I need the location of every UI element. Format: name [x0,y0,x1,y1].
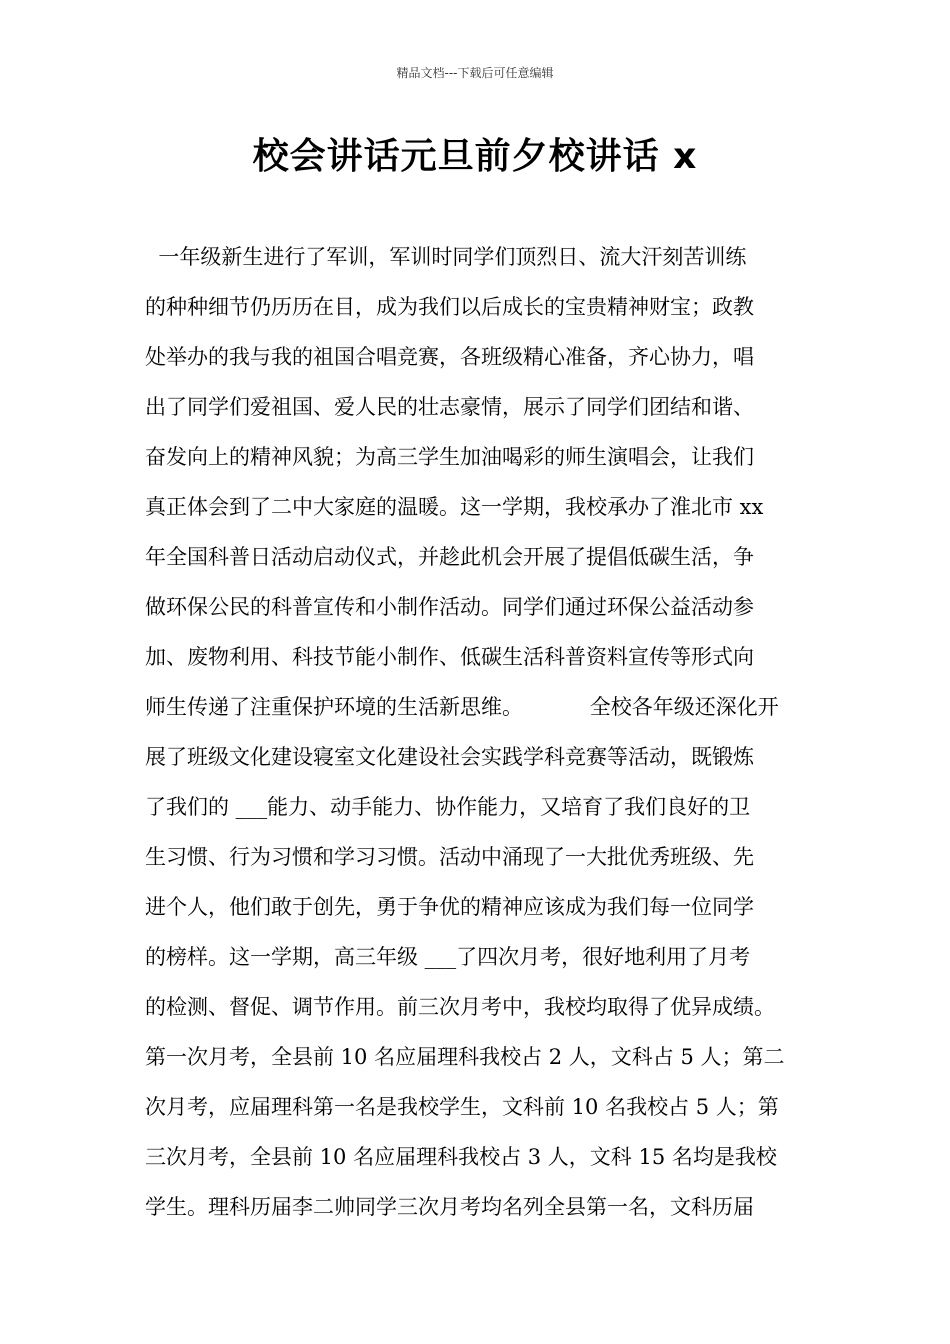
body-line: 师生传递了注重保护环境的生活新思维。 全校各年级还深化开 [145,695,779,719]
body-line: 进个人，他们敢于创先，勇于争优的精神应该成为我们每一位同学 [145,895,754,919]
body-line: 学生。理科历届李二帅同学三次月考均名列全县第一名，文科历届 [145,1195,754,1219]
body-line: 处举办的我与我的祖国合唱竞赛，各班级精心准备，齐心协力，唱 [145,345,754,369]
body-line: 的榜样。这一学期，高三年级 ___了四次月考，很好地利用了月考 [145,945,751,969]
document-title: 校会讲话元旦前夕校讲话 x [252,136,698,177]
body-line: 展了班级文化建设寝室文化建设社会实践学科竞赛等活动，既锻炼 [145,745,754,769]
body-line: 加、废物利用、科技节能小制作、低碳生活科普资料宣传等形式向 [145,645,754,669]
body-line: 一年级新生进行了军训，军训时同学们顶烈日、流大汗刻苦训练 [145,245,747,269]
body-line: 生习惯、行为习惯和学习习惯。活动中涌现了一大批优秀班级、先 [145,845,754,869]
document-body [145,232,810,1232]
document-header-note: 精品文档---下载后可任意编辑 [396,66,554,80]
body-line: 做环保公民的科普宣传和小制作活动。同学们通过环保公益活动参 [145,595,754,619]
body-line: 三次月考，全县前 10 名应届理科我校占 3 人，文科 15 名均是我校 [145,1145,777,1169]
body-line: 真正体会到了二中大家庭的温暖。这一学期，我校承办了淮北市 xx [145,495,764,519]
body-line: 的种种细节仍历历在目，成为我们以后成长的宝贵精神财宝；政教 [145,295,754,319]
body-line: 奋发向上的精神风貌；为高三学生加油喝彩的师生演唱会，让我们 [145,445,754,469]
body-line: 出了同学们爱祖国、爱人民的壮志豪情，展示了同学们团结和谐、 [145,395,754,419]
body-line: 次月考，应届理科第一名是我校学生，文科前 10 名我校占 5 人；第 [145,1095,779,1119]
body-line: 了我们的 ___能力、动手能力、协作能力，又培育了我们良好的卫 [145,795,751,819]
body-line: 年全国科普日活动启动仪式，并趁此机会开展了提倡低碳生活，争 [145,545,754,569]
body-line: 第一次月考，全县前 10 名应届理科我校占 2 人，文科占 5 人；第二 [145,1045,785,1069]
body-line: 的检测、督促、调节作用。前三次月考中，我校均取得了优异成绩。 [145,995,775,1019]
